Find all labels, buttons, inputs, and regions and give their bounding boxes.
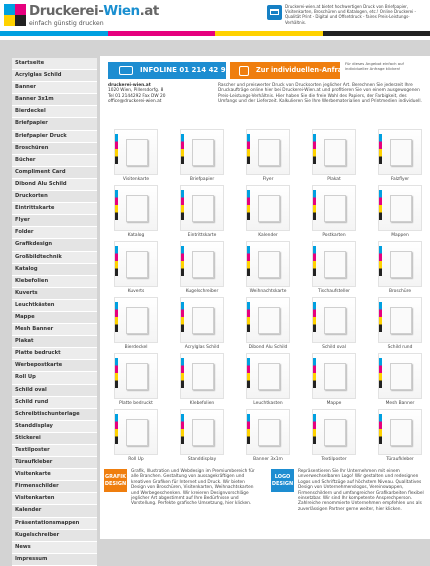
product-label[interactable]: Weihnachtskarte (249, 289, 287, 294)
sidebar-item-klebefolien[interactable]: Klebefolien (12, 276, 97, 288)
product-label[interactable]: Roll Up (128, 457, 144, 462)
sidebar-item-visitenkarte[interactable]: Visitenkarte (12, 469, 97, 481)
round-sign-icon[interactable] (378, 297, 422, 343)
sidebar-item-standdisplay[interactable]: Standdisplay (12, 421, 97, 433)
product-card[interactable] (180, 185, 224, 241)
product-label[interactable]: Broschüre (388, 289, 412, 294)
sidebar-item-grafikdesign[interactable]: Grafikdesign (12, 239, 97, 251)
sidebar-item-platte-bedruckt[interactable]: Platte bedruckt (12, 348, 97, 360)
sidebar-item-mesh-banner[interactable]: Mesh Banner (12, 324, 97, 336)
sidebar-item-bücher[interactable]: Bücher (12, 155, 97, 167)
product-card[interactable] (378, 185, 422, 241)
product-label[interactable]: Tischaufsteller (318, 289, 350, 294)
sidebar-item-schreibtischunterlage[interactable]: Schreibtischunterlage (12, 409, 97, 421)
sidebar-nav (12, 58, 97, 566)
product-label[interactable]: Kugelschreiber (185, 289, 219, 294)
sidebar-item-folder[interactable]: Folder (12, 227, 97, 239)
product-label[interactable]: Acrylglas Schild (184, 345, 220, 350)
sidebar-item-news[interactable]: News (12, 542, 97, 554)
product-label[interactable]: Flyer (262, 177, 274, 182)
product-label[interactable]: Schild oval (322, 345, 346, 350)
product-card[interactable] (378, 129, 422, 185)
product-card[interactable] (312, 129, 356, 185)
product-label[interactable]: Banner 3x1m (253, 457, 283, 462)
textile-poster-icon[interactable] (312, 409, 356, 455)
product-card[interactable] (114, 297, 158, 353)
promo-section (104, 469, 426, 539)
sidebar-item-visitenkarten[interactable]: Visitenkarten (12, 493, 97, 505)
promo-text: Grafik, Illustration und Webdesign im Premiumbereich für alle Branchen. Gestaltung von aussagekräftigen und kreativen Grafiken für Internet und Druck. Wir bieten Design von Broschüren, Visitenkarten, Weihnachtskarten und Werbegeschenken. Wir kreieren Designvorschläge jeglicher Art abgestimmt auf Ihre Bedürfnisse und Vorstellung. Perfekte grafische Umsetzung, hier klicken. (131, 469, 255, 507)
contact-phone: Tel 01 2144292 Fax DW 20 (108, 93, 166, 99)
infoline-label: INFOLINE 01 214 42 92 (140, 66, 231, 74)
product-card[interactable] (312, 297, 356, 353)
oval-sign-icon[interactable] (312, 297, 356, 343)
envelope-icon[interactable] (114, 241, 158, 287)
business-card-icon[interactable] (114, 129, 158, 175)
product-label[interactable]: Katalog (127, 233, 145, 238)
anfrage-note: Für dieses Angebot einfach auf individueller Anfrage klicken! (345, 61, 404, 71)
sidebar-item-broschüren[interactable]: Broschüren (12, 143, 97, 155)
product-label[interactable]: Mappe (326, 401, 342, 406)
product-card[interactable] (180, 241, 224, 297)
sidebar-item-startseite[interactable]: Startseite (12, 58, 97, 70)
infoline-button[interactable] (108, 62, 231, 79)
product-card[interactable] (378, 409, 422, 465)
intro-text: Rascher und preiswerter Druck von Drucksorten jeglicher Art. Berechnen Sie jederzeit Ihre Druckaufträge online hier bei Druckerei-Wien.at und profitieren Sie von einem ausgewogenen Preis-Leistungs-Verhältnis. Hier haben Sie die freie Wahl des Papiers, der Farbigkeit, des Umfangs und der Lieferzeit. Kalkulieren Sie Ihre Werbematerialien und Printmedien individuell. (218, 83, 422, 105)
roll-up-icon[interactable] (114, 409, 158, 455)
folded-flyer-icon[interactable] (378, 129, 422, 175)
brochure-icon[interactable] (378, 241, 422, 287)
form-icon (239, 66, 249, 76)
promo-grafik-design[interactable] (104, 469, 259, 539)
brand-name-grey: Druckerei- (29, 3, 104, 19)
printer-icon (267, 5, 282, 20)
sidebar-item-türaufkleber[interactable]: Türaufkleber (12, 457, 97, 469)
product-card[interactable] (246, 409, 290, 465)
portfolio-icon[interactable] (312, 353, 356, 399)
sidebar-item-roll-up[interactable]: Roll Up (12, 372, 97, 384)
sidebar-item-firmenschilder[interactable]: Firmenschilder (12, 481, 97, 493)
sidebar-item-acrylglas-schild[interactable]: Acrylglas Schild (12, 70, 97, 82)
product-card[interactable] (378, 241, 422, 297)
product-card[interactable] (180, 297, 224, 353)
product-card[interactable] (180, 409, 224, 465)
acrylic-sign-icon[interactable] (180, 297, 224, 343)
logo-cmyk-icon[interactable] (4, 4, 26, 26)
product-card[interactable] (114, 129, 158, 185)
christmas-card-icon[interactable] (246, 241, 290, 287)
promo-logo-design[interactable] (271, 469, 426, 539)
product-card[interactable] (246, 129, 290, 185)
sidebar-item-kalender[interactable]: Kalender (12, 505, 97, 517)
product-label[interactable]: Platte bedruckt (119, 401, 153, 406)
site-header (0, 0, 430, 40)
brand-name-blue: Wien (103, 3, 140, 19)
header-description: Druckerei-wien.at bietet hochwertigen Druck von Briefpapier, Visitenkarten, Broschüren und Katalogen, etc.! Online Druckerei - Qualität Print - Digital und Offsetdruck - faires Preis-Leistungs-Verhältnis. (285, 4, 416, 25)
product-label[interactable]: Bierdeckel (124, 345, 148, 350)
product-card[interactable] (312, 409, 356, 465)
sidebar-item-flyer[interactable]: Flyer (12, 215, 97, 227)
product-card[interactable] (246, 353, 290, 409)
product-card[interactable] (378, 353, 422, 409)
product-label[interactable]: Visitenkarte (122, 177, 150, 182)
folder-icon[interactable] (378, 185, 422, 231)
sidebar-item-dibond-alu-schild[interactable]: Dibond Alu Schild (12, 179, 97, 191)
contact-street: 1020 Wien, Pillersdorfg. 8 (108, 88, 164, 94)
sidebar-item-mappe[interactable]: Mappe (12, 312, 97, 324)
product-card[interactable] (378, 297, 422, 353)
contact-company: druckerei-wien.at (108, 83, 151, 88)
promo-text: Repräsentieren Sie Ihr Unternehmen mit einem unverwechselbaren Logo! Wir gestalten und redesignen Logos und Schriftzüge auf höchstem Niveau. Qualitatives Design von Unternehmenslogos, Vereinswappen, Firmenschildern und umfangreicher Grafikarbeiten flexibel einsetzbar. Wir sind Ihr kompetente Ansprechperson. Zahlreiche renommierte Unternehmen empfehlen uns als zuverlässigen Partner gerne weiter, hier klicken. (298, 469, 424, 512)
banner-icon[interactable] (246, 409, 290, 455)
product-card[interactable] (114, 185, 158, 241)
product-label[interactable]: Falzflyer (390, 177, 410, 182)
printed-board-icon[interactable] (114, 353, 158, 399)
contact-info (108, 83, 213, 105)
product-card[interactable] (246, 185, 290, 241)
poster-icon[interactable] (312, 129, 356, 175)
product-label[interactable]: Textilposter (321, 457, 347, 462)
brand-tagline: einfach günstig drucken (29, 20, 104, 27)
product-grid (104, 129, 426, 463)
sidebar-item-briefpapier[interactable]: Briefpapier (12, 118, 97, 130)
sidebar-item-schild-rund[interactable]: Schild rund (12, 397, 97, 409)
product-label[interactable]: Plakat (327, 177, 341, 182)
product-card[interactable] (246, 297, 290, 353)
product-label[interactable]: Schild rund (387, 345, 413, 350)
sidebar-item-textilposter[interactable]: Textilposter (12, 445, 97, 457)
sidebar-item-banner[interactable]: Banner (12, 82, 97, 94)
anfrage-label: Zur individuellen-Anfrage (256, 66, 352, 74)
sidebar-item-schild-oval[interactable]: Schild oval (12, 385, 97, 397)
coaster-icon[interactable] (114, 297, 158, 343)
mesh-banner-icon[interactable] (378, 353, 422, 399)
product-label[interactable]: Kalender (258, 233, 278, 238)
product-label[interactable]: Mappen (391, 233, 409, 238)
product-card[interactable] (114, 353, 158, 409)
product-card[interactable] (312, 185, 356, 241)
sidebar-item-impressum[interactable]: Impressum (12, 554, 97, 566)
catalog-icon[interactable] (114, 185, 158, 231)
product-card[interactable] (312, 241, 356, 297)
sidebar-item-präsentationsmappen[interactable]: Präsentationsmappen (12, 518, 97, 530)
brand-tld: .at (139, 3, 159, 19)
sidebar-item-bierdeckel[interactable]: Bierdeckel (12, 106, 97, 118)
calendar-icon[interactable] (246, 185, 290, 231)
product-card[interactable] (114, 241, 158, 297)
product-card[interactable] (246, 241, 290, 297)
letterhead-icon[interactable] (180, 129, 224, 175)
sidebar-item-plakat[interactable]: Plakat (12, 336, 97, 348)
product-label[interactable]: Standdisplay (187, 457, 217, 462)
contact-email[interactable]: office@druckerei-wien.at (108, 99, 162, 105)
sidebar-item-banner-3x1m[interactable]: Banner 3x1m (12, 94, 97, 106)
anfrage-button[interactable] (230, 62, 352, 79)
product-label[interactable]: Kuverts (127, 289, 145, 294)
product-card[interactable] (180, 353, 224, 409)
sidebar-item-großbildtechnik[interactable]: Großbildtechnik (12, 252, 97, 264)
main-content (100, 56, 430, 539)
product-card[interactable] (180, 129, 224, 185)
display-stand-icon[interactable] (180, 409, 224, 455)
sticker-icon[interactable] (180, 353, 224, 399)
product-card[interactable] (312, 353, 356, 409)
sidebar-item-kuverts[interactable]: Kuverts (12, 288, 97, 300)
grafik-design-badge[interactable]: GRAFIK DESIGN (104, 469, 127, 492)
table-stand-icon[interactable] (312, 241, 356, 287)
logo-design-badge[interactable]: LOGO DESIGN (271, 469, 294, 492)
product-label[interactable]: Briefpapier (189, 177, 215, 182)
sidebar-item-briefpapier-druck[interactable]: Briefpapier Druck (12, 131, 97, 143)
sidebar-item-kugelschreiber[interactable]: Kugelschreiber (12, 530, 97, 542)
product-label[interactable]: Postkarten (322, 233, 346, 238)
product-label[interactable]: Eintrittskarte (187, 233, 217, 238)
sidebar-item-katalog[interactable]: Katalog (12, 264, 97, 276)
flyer-icon[interactable] (246, 129, 290, 175)
pen-icon[interactable] (180, 241, 224, 287)
sidebar-item-compliment-card[interactable]: Compliment Card (12, 167, 97, 179)
lightbox-icon[interactable] (246, 353, 290, 399)
phone-icon (119, 66, 133, 75)
product-label[interactable]: Leuchtkasten (253, 401, 283, 406)
sidebar-item-druckorten[interactable]: Druckorten (12, 191, 97, 203)
product-card[interactable] (114, 409, 158, 465)
sidebar-item-stickerei[interactable]: Stickerei (12, 433, 97, 445)
door-sticker-icon[interactable] (378, 409, 422, 455)
postcard-icon[interactable] (312, 185, 356, 231)
product-label[interactable]: Dibond Alu Schild (248, 345, 288, 350)
sidebar-item-werbepostkarte[interactable]: Werbepostkarte (12, 360, 97, 372)
sidebar-item-eintrittskarte[interactable]: Eintrittskarte (12, 203, 97, 215)
product-label[interactable]: Klebefolien (189, 401, 215, 406)
cmyk-stripe (0, 31, 430, 36)
sidebar-item-leuchtkästen[interactable]: Leuchtkästen (12, 300, 97, 312)
site-logo[interactable] (29, 3, 159, 19)
alu-sign-icon[interactable] (246, 297, 290, 343)
ticket-icon[interactable] (180, 185, 224, 231)
product-label[interactable]: Mesh Banner (385, 401, 415, 406)
product-label[interactable]: Türaufkleber (386, 457, 414, 462)
